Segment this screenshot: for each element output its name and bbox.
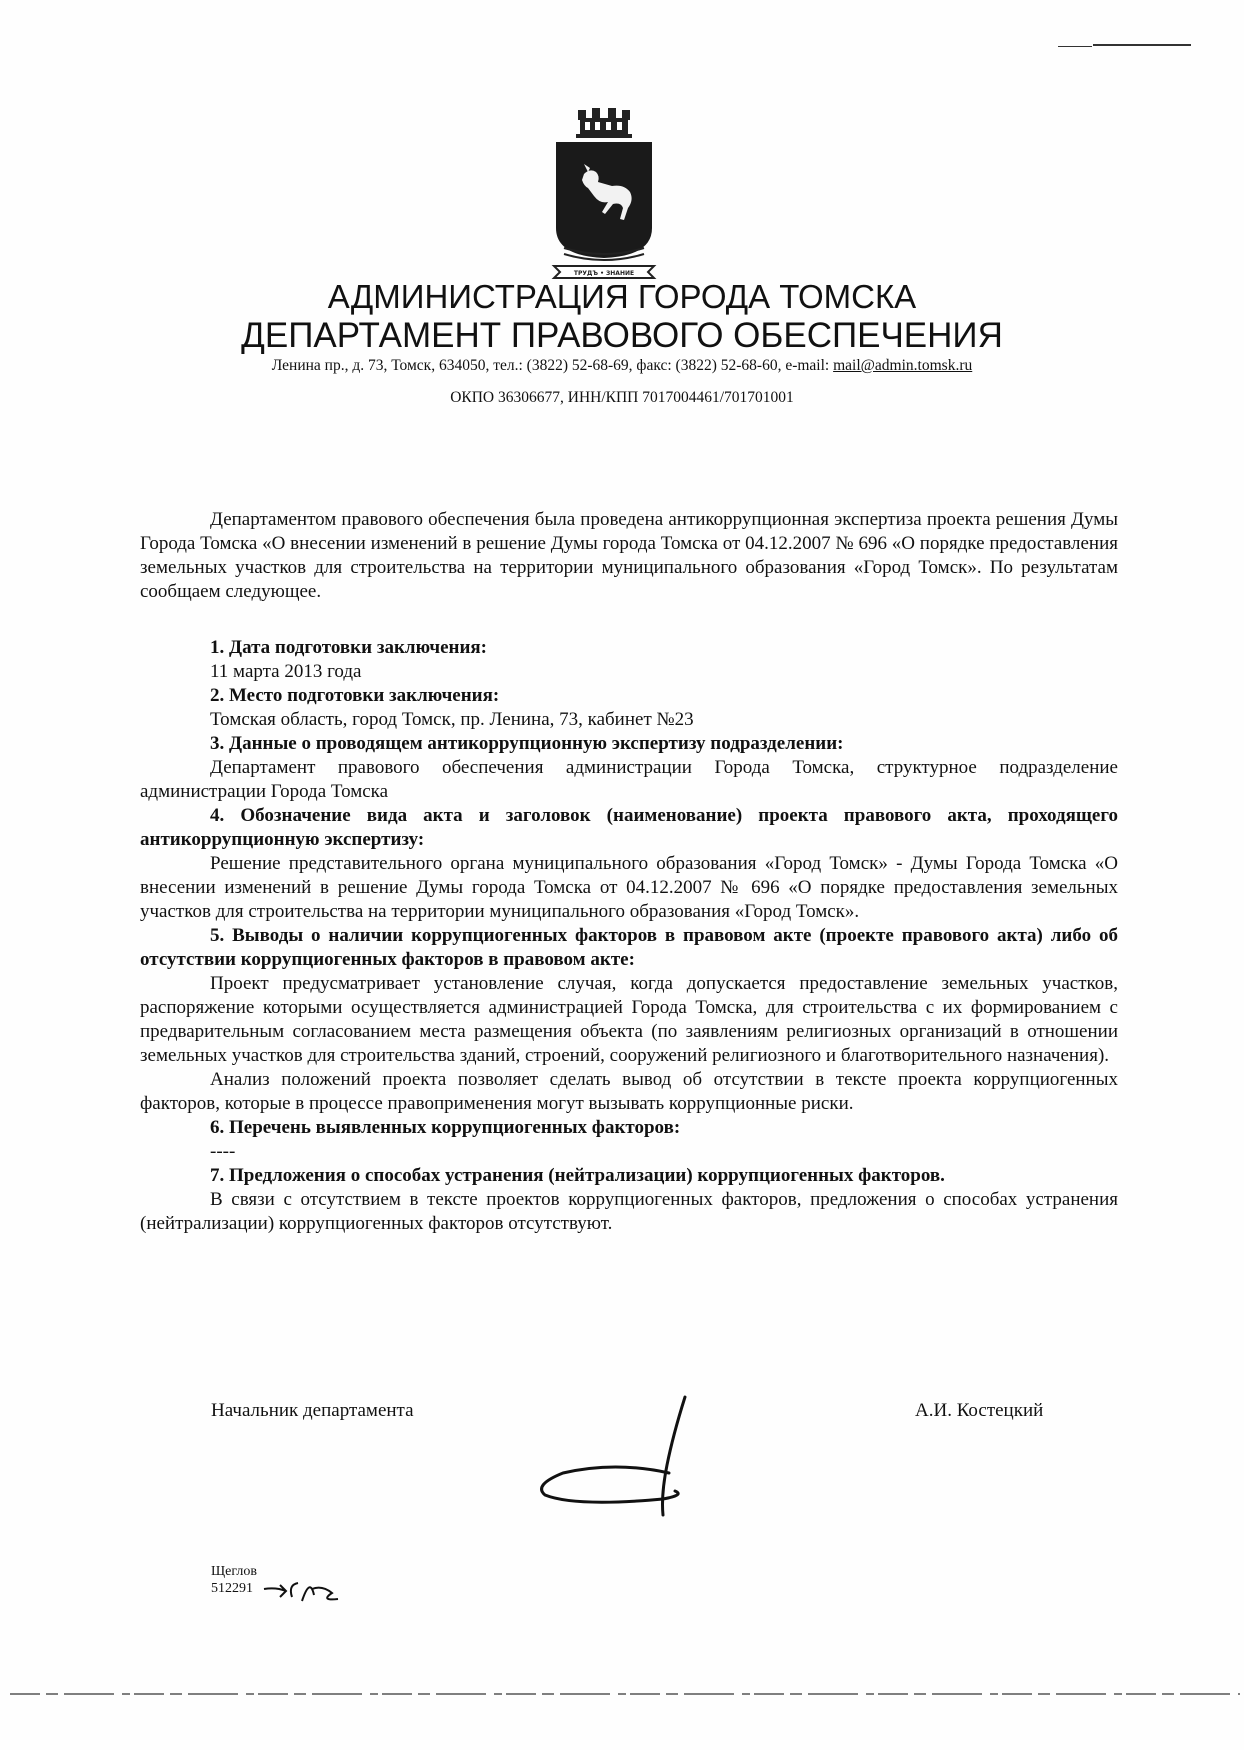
scan-mark-top-right-thin: [1058, 46, 1092, 47]
section-1-value: 11 марта 2013 года: [210, 661, 362, 682]
intro-paragraph: [140, 508, 1118, 604]
section-7-title: 7. Предложения о способах устранения (нейтрализации) коррупциогенных факторов.: [210, 1165, 945, 1186]
contacts-text: Ленина пр., д. 73, Томск, 634050, тел.: (3822) 52-68-69, факс: (3822) 52-68-60, e-mail:: [271, 357, 834, 374]
email-link[interactable]: mail@admin.tomsk.ru: [833, 357, 973, 374]
contacts-line: [0, 357, 1244, 375]
signer-position: Начальник департамента: [211, 1400, 414, 1421]
okpo-line: ОКПО 36306677, ИНН/КПП 7017004461/701701001: [450, 389, 794, 406]
section-3-title: 3. Данные о проводящем антикоррупционную экспертизу подразделении:: [210, 733, 844, 754]
handwritten-signature: [535, 1395, 705, 1525]
executor-name: Щеглов: [211, 1564, 257, 1579]
coat-of-arms-emblem: [550, 108, 658, 280]
executor-initials-mark: [262, 1575, 342, 1605]
conclusion-sections: [140, 636, 1118, 1236]
section-4-title: 4. Обозначение вида акта и заголовок (наименование) проекта правового акта, проходящего антикоррупционную экспертизу:: [140, 805, 1118, 850]
executor-phone: 512291: [211, 1581, 253, 1596]
intro-text: Департаментом правового обеспечения была проведена антикоррупционная экспертиза проекта решения Думы Города Томска «О внесении изменений в решение Думы города Томска от 04.12.2007 № 696 «О порядке предоставления земельных участков для строительства на территории муниципального образования «Город Томск». По результатам сообщаем следующее.: [140, 509, 1118, 602]
section-5-paragraph-1: Проект предусматривает установление случая, когда допускается предоставление земельных участков, распоряжение которыми осуществляется администрацией Города Томска, для строительства с их формированием с предварительным согласованием места размещения объекта (по заявлениям религиозных организаций в отношении земельных участков для строительства зданий, строений, сооружений религиозного и благотворительного назначения).: [140, 973, 1118, 1066]
section-6-value: ----: [210, 1141, 236, 1162]
section-7-value: В связи с отсутствием в тексте проектов коррупциогенных факторов, предложения о способах устранения (нейтрализации) коррупциогенных факторов отсутствуют.: [140, 1189, 1118, 1234]
department-name: ДЕПАРТАМЕНТ ПРАВОВОГО ОБЕСПЕЧЕНИЯ: [241, 316, 1003, 355]
section-1-title: 1. Дата подготовки заключения:: [210, 637, 488, 658]
scan-bottom-dashed-line: [10, 1693, 1240, 1695]
section-5-title: 5. Выводы о наличии коррупциогенных факторов в правовом акте (проекте правового акта) либо об отсутствии коррупциогенных факторов в правовом акте:: [140, 925, 1118, 970]
signer-name: А.И. Костецкий: [915, 1400, 1044, 1421]
section-4-value: Решение представительного органа муниципального образования «Город Томск» - Думы Города Томска «О внесении изменений в решение Думы города Томска от 04.12.2007 № 696 «О порядке предоставления земельных участков для строительства на территории муниципального образования «Город Томск».: [140, 853, 1118, 922]
executor-info: [211, 1563, 257, 1597]
section-3-value: Департамент правового обеспечения администрации Города Томска, структурное подразделение администрации Города Томска: [140, 757, 1118, 802]
section-2-title: 2. Место подготовки заключения:: [210, 685, 500, 706]
section-5-paragraph-2: Анализ положений проекта позволяет сделать вывод об отсутствии в тексте проекта коррупциогенных факторов, которые в процессе правоприменения могут вызывать коррупционные риски.: [140, 1069, 1118, 1114]
section-6-title: 6. Перечень выявленных коррупциогенных факторов:: [210, 1117, 681, 1138]
scan-mark-top-right: [1093, 44, 1191, 46]
coat-motto-text: ТРУДЪ • ЗНАНИЕ: [573, 270, 635, 277]
organization-name: АДМИНИСТРАЦИЯ ГОРОДА ТОМСКА: [327, 278, 917, 315]
section-2-value: Томская область, город Томск, пр. Ленина, 73, кабинет №23: [210, 709, 694, 730]
